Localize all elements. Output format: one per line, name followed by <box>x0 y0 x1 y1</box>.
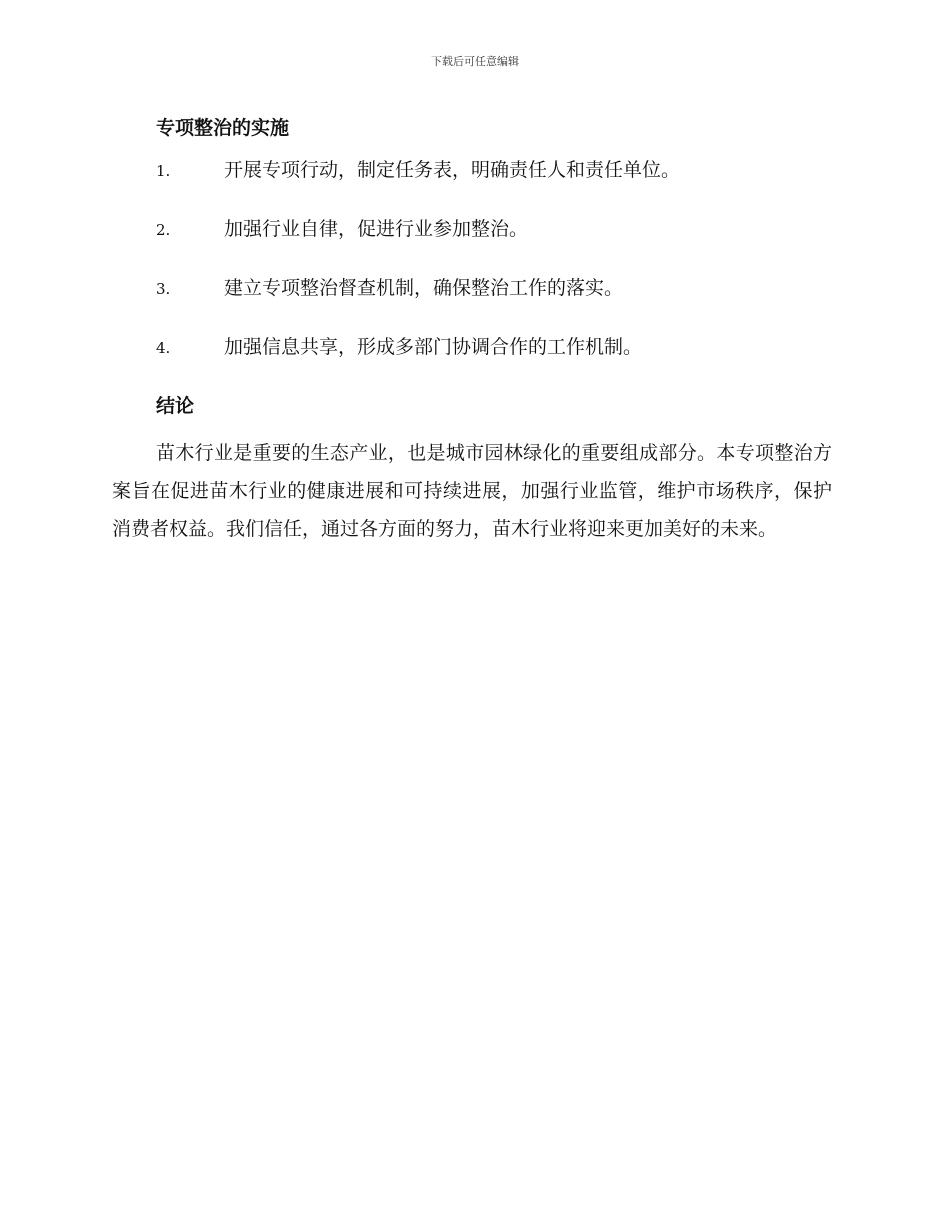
section-heading-implementation: 专项整治的实施 <box>156 117 290 139</box>
list-item-number: 3. <box>156 280 171 298</box>
document-body <box>112 112 832 548</box>
list-item-number: 4. <box>156 339 171 357</box>
list-item-number: 1. <box>156 162 171 180</box>
list-item-text: 开展专项行动，制定任务表，明确责任人和责任单位。 <box>224 159 681 181</box>
list-item-text: 加强信息共享，形成多部门协调合作的工作机制。 <box>224 336 643 358</box>
page-header: 下载后可任意编辑 <box>431 55 519 68</box>
implementation-list <box>112 154 832 364</box>
list-item-text: 加强行业自律，促进行业参加整治。 <box>224 218 529 240</box>
list-item <box>112 331 832 364</box>
list-item <box>112 272 832 305</box>
list-item <box>112 213 832 246</box>
list-item <box>112 154 832 187</box>
section-heading-conclusion: 结论 <box>156 395 195 417</box>
list-item-number: 2. <box>156 221 171 239</box>
conclusion-paragraph: 苗木行业是重要的生态产业，也是城市园林绿化的重要组成部分。本专项整治方案旨在促进苗木行业的健康进展和可持续进展，加强行业监管，维护市场秩序，保护消费者权益。我们信任，通过各方面的努力，苗木行业将迎来更加美好的未来。 <box>112 442 832 540</box>
list-item-text: 建立专项整治督查机制，确保整治工作的落实。 <box>224 277 624 299</box>
